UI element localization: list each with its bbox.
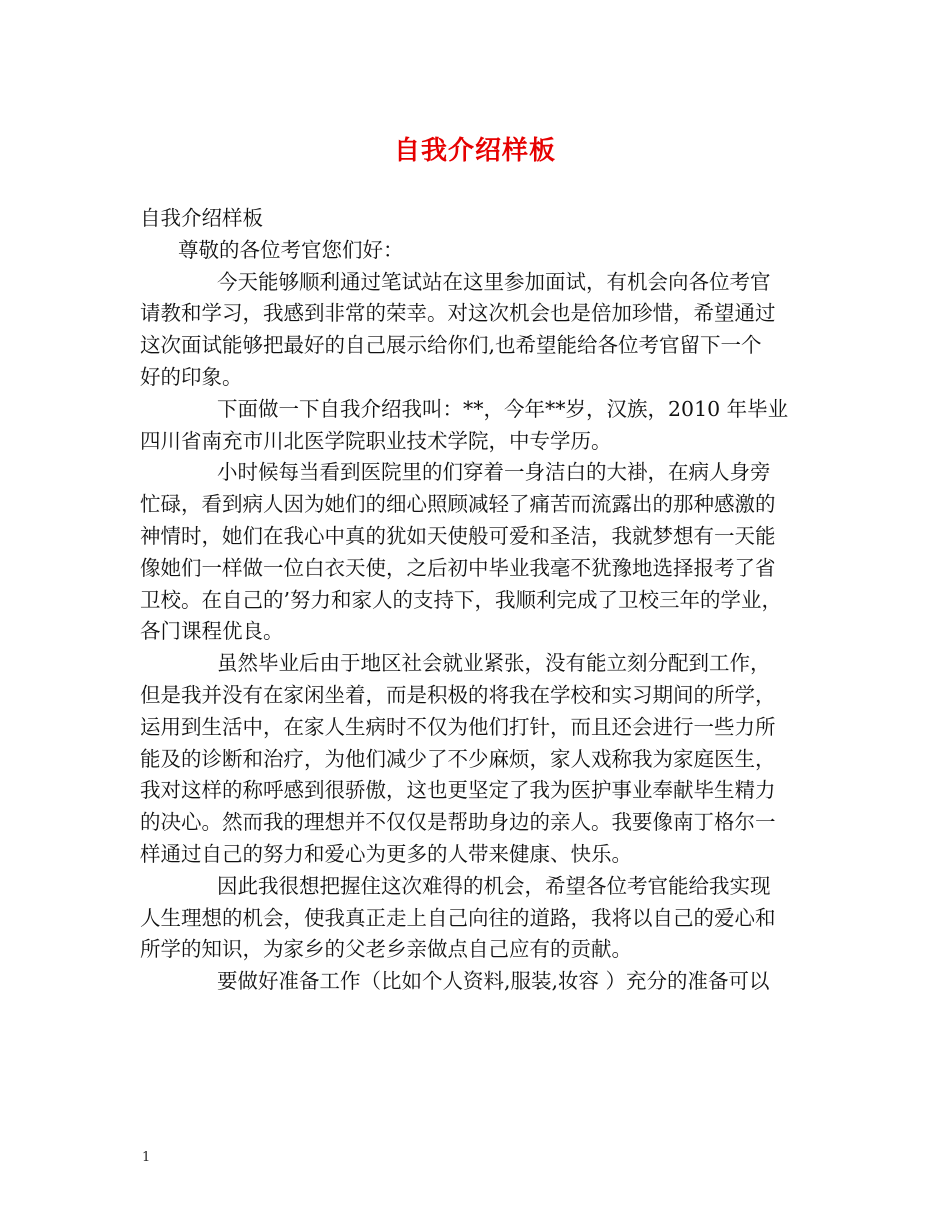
body-line: 今天能够顺利通过笔试站在这里参加面试，有机会向各位考官 bbox=[217, 269, 771, 294]
body-line: 的决心。然而我的理想并不仅仅是帮助身边的亲人。我要像南丁格尔一 bbox=[140, 810, 776, 835]
body-line: 虽然毕业后由于地区社会就业紧张，没有能立刻分配到工作， bbox=[217, 651, 771, 676]
body-line: 像她们一样做一位白衣天使，之后初中毕业我毫不犹豫地选择报考了省 bbox=[140, 555, 776, 580]
body-line: 我对这样的称呼感到很骄傲，这也更坚定了我为医护事业奉献毕生精力 bbox=[140, 778, 776, 803]
body-line: 因此我很想把握住这次难得的机会，希望各位考官能给我实现 bbox=[217, 873, 771, 898]
body-line: 这次面试能够把最好的自己展示给你们,也希望能给各位考官留下一个 bbox=[140, 333, 762, 358]
body-line: 运用到生活中，在家人生病时不仅为他们打针，而且还会进行一些力所 bbox=[140, 714, 776, 739]
body-line: 样通过自己的努力和爱心为更多的人带来健康、快乐。 bbox=[140, 841, 632, 866]
body-line: 能及的诊断和治疗，为他们减少了不少麻烦，家人戏称我为家庭医生， bbox=[140, 746, 776, 771]
body-line: 各门课程优良。 bbox=[140, 619, 284, 644]
body-line: 小时候每当看到医院里的们穿着一身洁白的大褂，在病人身旁 bbox=[217, 460, 771, 485]
page-number: 1 bbox=[142, 1150, 151, 1165]
body-line: 请教和学习，我感到非常的荣幸。对这次机会也是倍加珍惜，希望通过 bbox=[140, 301, 776, 326]
body-line: 四川省南充市川北医学院职业技术学院，中专学历。 bbox=[140, 428, 612, 453]
body-line-salutation: 尊敬的各位考官您们好： bbox=[178, 237, 404, 262]
body-line: 人生理想的机会，使我真正走上自己向往的道路，我将以自己的爱心和 bbox=[140, 905, 776, 930]
body-line: 忙碌，看到病人因为她们的细心照顾减轻了痛苦而流露出的那种感激的 bbox=[140, 492, 776, 517]
body-line: 神情时，她们在我心中真的犹如天使般可爱和圣洁，我就梦想有一天能 bbox=[140, 523, 776, 548]
body-line: 但是我并没有在家闲坐着，而是积极的将我在学校和实习期间的所学， bbox=[140, 682, 776, 707]
body-line-heading: 自我介绍样板 bbox=[140, 206, 263, 230]
body-line: 所学的知识，为家乡的父老乡亲做点自己应有的贡献。 bbox=[140, 937, 632, 962]
body-line: 下面做一下自我介绍我叫：**，今年**岁，汉族，2010 年毕业 bbox=[217, 396, 789, 421]
document-title: 自我介绍样板 bbox=[393, 136, 556, 166]
body-line: 好的印象。 bbox=[140, 364, 243, 389]
body-line: 卫校。在自己的’努力和家人的支持下，我顺利完成了卫校三年的学业， bbox=[140, 587, 783, 612]
document-body bbox=[140, 203, 820, 998]
body-line: 要做好准备工作（比如个人资料,服装,妆容 ）充分的准备可以 bbox=[217, 969, 770, 994]
